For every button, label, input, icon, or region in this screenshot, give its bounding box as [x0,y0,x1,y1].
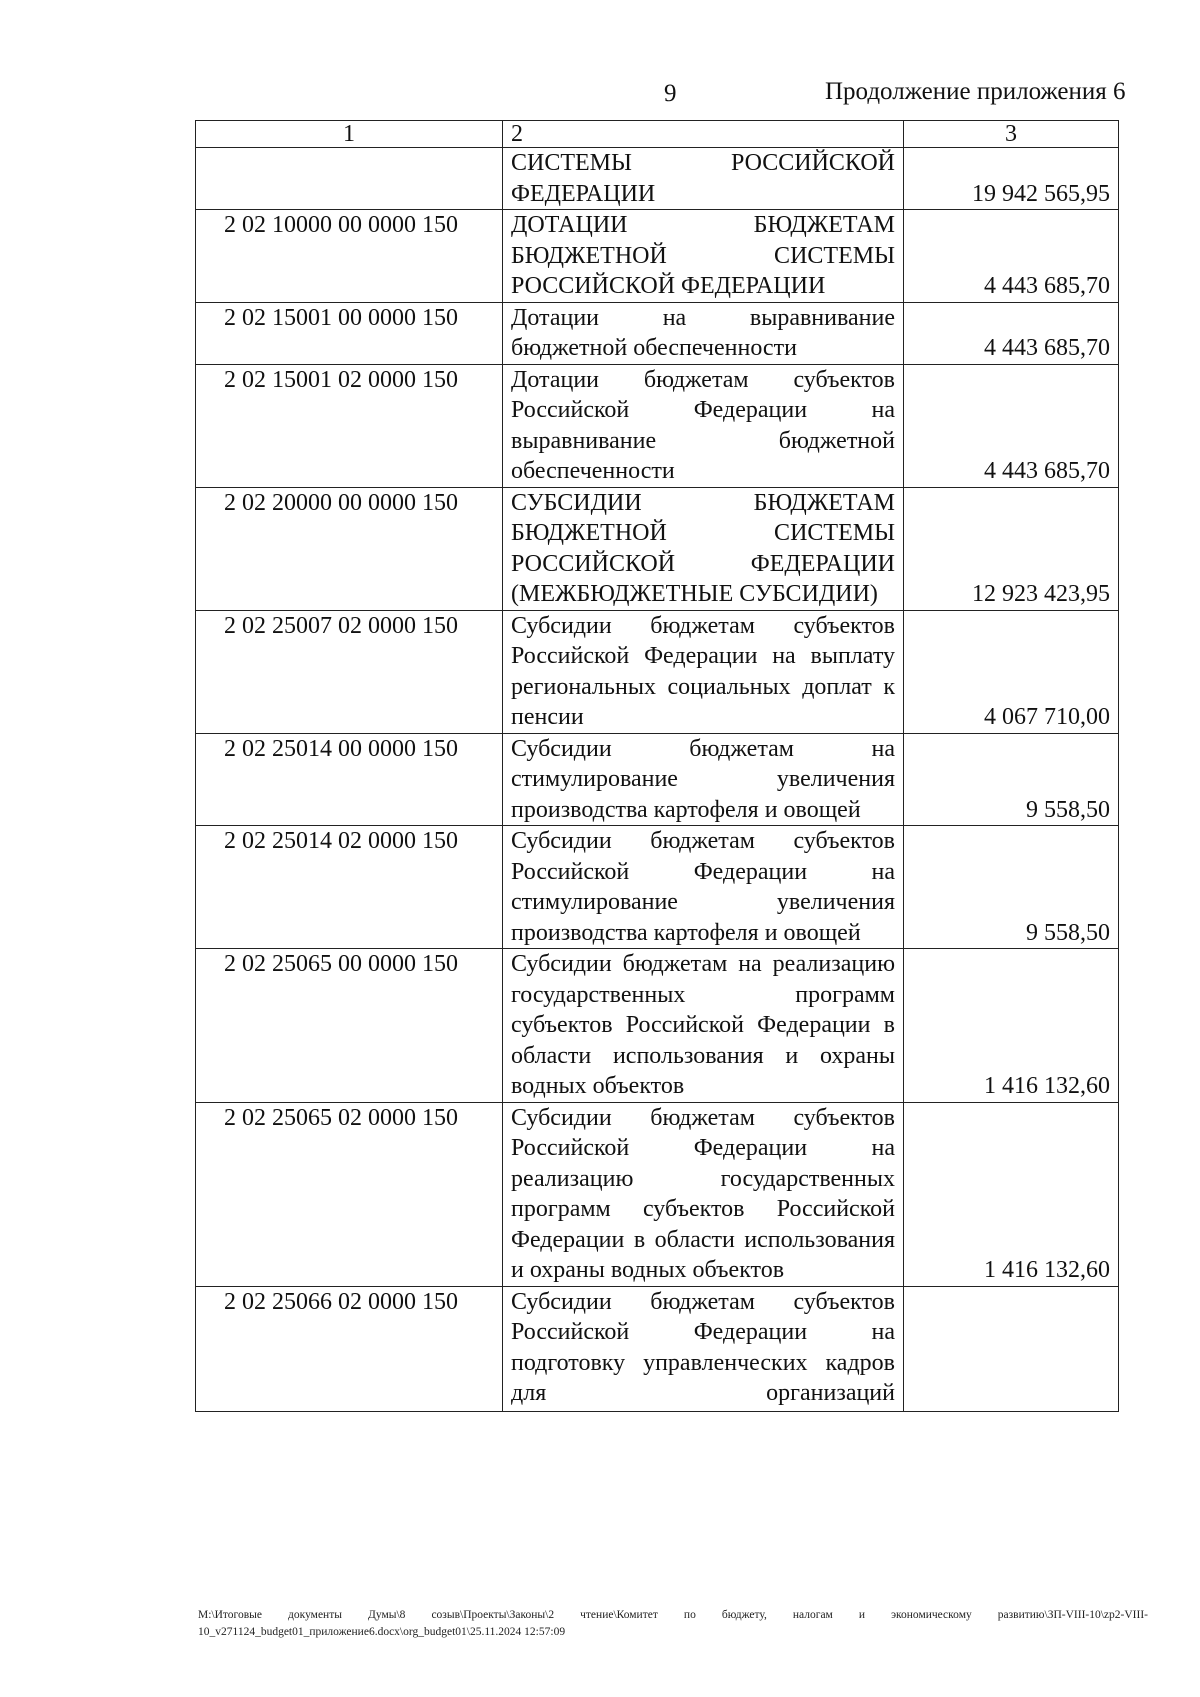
appendix-continuation-title: Продолжение приложения 6 [825,78,1126,105]
row-code: 2 02 20000 00 0000 150 [196,487,503,610]
row-amount: 4 443 685,70 [904,302,1119,364]
column-header-code: 1 [196,121,503,148]
row-code: 2 02 25066 02 0000 150 [196,1286,503,1411]
table-row [196,826,1119,949]
row-amount: 4 067 710,00 [904,610,1119,733]
row-code: 2 02 25014 00 0000 150 [196,733,503,826]
row-name: Субсидии бюджетам на реализацию государственных программ субъектов Российской Федерации в области использования и охраны водных объектов [503,949,904,1103]
table-header-row [196,121,1119,148]
table-row [196,364,1119,487]
row-amount: 1 416 132,60 [904,949,1119,1103]
row-amount: 9 558,50 [904,826,1119,949]
row-code: 2 02 25014 02 0000 150 [196,826,503,949]
budget-table [195,120,1119,1412]
column-header-amount: 3 [904,121,1119,148]
document-file-path: M:\Итоговые документы Думы\8 созыв\Проекты\Законы\2 чтение\Комитет по бюджету, налогам и экономическому развитию\ЗП-VIII-10\zp2-VIII-10_v271124_budget01_приложение6.docx\org_budget01\25.11.2024 12:57:09 [198,1609,1148,1638]
row-name: Субсидии бюджетам субъектов Российской Федерации на стимулирование увеличения производства картофеля и овощей [503,826,904,949]
row-amount: 4 443 685,70 [904,210,1119,303]
row-name: Субсидии бюджетам субъектов Российской Федерации на реализацию государственных программ субъектов Российской Федерации в области использования и охраны водных объектов [503,1102,904,1286]
row-name: Дотации бюджетам субъектов Российской Федерации на выравнивание бюджетной обеспеченности [503,364,904,487]
table-row [196,210,1119,303]
row-name: СИСТЕМЫ РОССИЙСКОЙ ФЕДЕРАЦИИ [503,148,904,210]
row-amount: 19 942 565,95 [904,148,1119,210]
row-code: 2 02 10000 00 0000 150 [196,210,503,303]
table-row [196,1102,1119,1286]
row-code: 2 02 25065 00 0000 150 [196,949,503,1103]
row-code [196,148,503,210]
row-name: СУБСИДИИ БЮДЖЕТАМ БЮДЖЕТНОЙ СИСТЕМЫ РОССИЙСКОЙ ФЕДЕРАЦИИ (МЕЖБЮДЖЕТНЫЕ СУБСИДИИ) [503,487,904,610]
table-row [196,487,1119,610]
row-name: Субсидии бюджетам субъектов Российской Федерации на выплату региональных социальных доплат к пенсии [503,610,904,733]
table-row [196,949,1119,1103]
page-number: 9 [664,80,677,107]
table-row [196,302,1119,364]
table-row [196,1286,1119,1411]
row-amount [904,1286,1119,1411]
row-amount: 4 443 685,70 [904,364,1119,487]
row-code: 2 02 25065 02 0000 150 [196,1102,503,1286]
table-row [196,610,1119,733]
row-amount: 12 923 423,95 [904,487,1119,610]
column-header-name: 2 [503,121,904,148]
row-amount: 1 416 132,60 [904,1102,1119,1286]
row-amount: 9 558,50 [904,733,1119,826]
row-name: Дотации на выравнивание бюджетной обеспеченности [503,302,904,364]
row-code: 2 02 15001 00 0000 150 [196,302,503,364]
row-code: 2 02 25007 02 0000 150 [196,610,503,733]
row-name: ДОТАЦИИ БЮДЖЕТАМ БЮДЖЕТНОЙ СИСТЕМЫ РОССИЙСКОЙ ФЕДЕРАЦИИ [503,210,904,303]
row-name: Субсидии бюджетам на стимулирование увеличения производства картофеля и овощей [503,733,904,826]
row-code: 2 02 15001 02 0000 150 [196,364,503,487]
table-row [196,733,1119,826]
row-name: Субсидии бюджетам субъектов Российской Федерации на подготовку управленческих кадров для организаций [503,1286,904,1411]
table-row [196,148,1119,210]
